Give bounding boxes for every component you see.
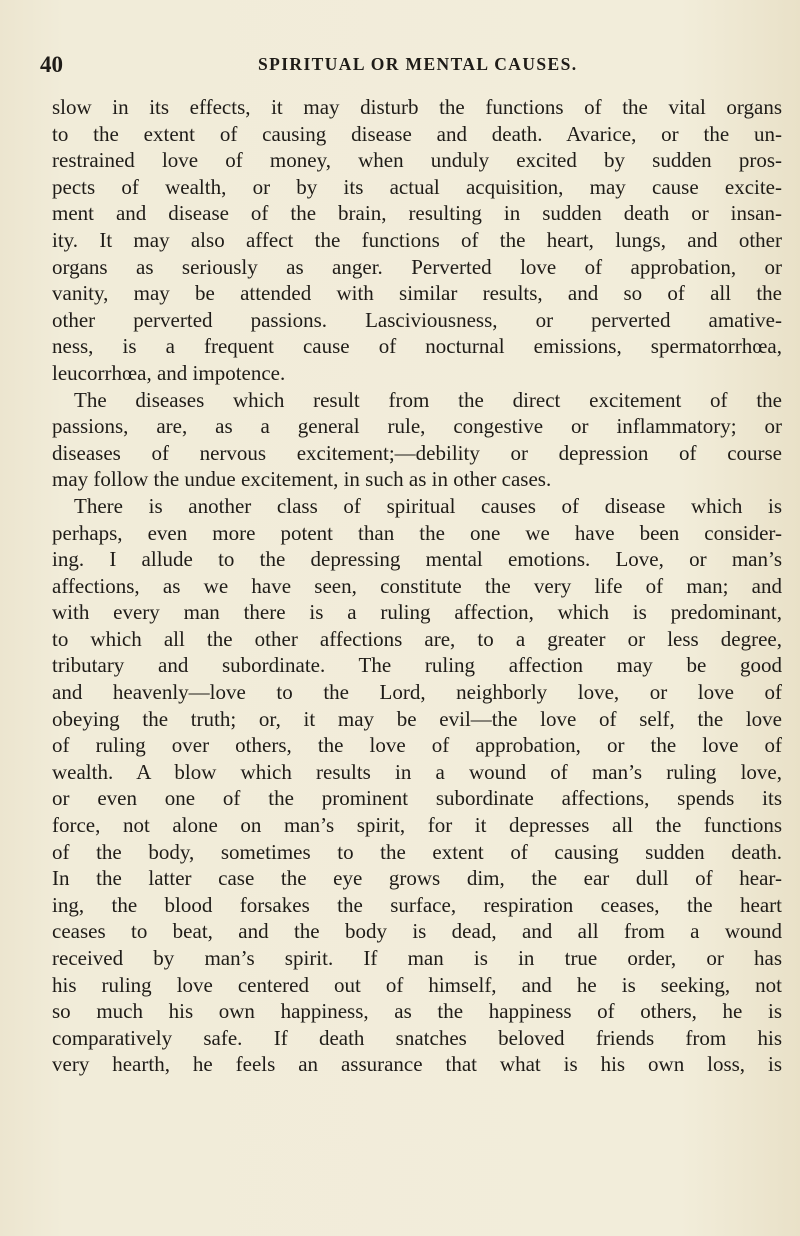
text-line: so much his own happiness, as the happiness of others, he is — [52, 999, 782, 1024]
text-line: restrained love of money, when unduly excited by sudden pros- — [52, 148, 782, 173]
text-line: obeying the truth; or, it may be evil—the love of self, the love — [52, 706, 782, 731]
text-line: wealth. A blow which results in a wound of man’s ruling love, — [52, 759, 782, 784]
text-line: very hearth, he feels an assurance that what is his own loss, is — [52, 1052, 782, 1077]
text-line: to which all the other affections are, to a greater or less degree, — [52, 626, 782, 651]
text-line: received by man’s spirit. If man is in true order, or has — [52, 946, 782, 970]
text-line: and heavenly—love to the Lord, neighborly love, or love of — [52, 680, 782, 705]
text-line: ing, the blood forsakes the surface, respiration ceases, the heart — [52, 892, 782, 917]
text-line: or even one of the prominent subordinate affections, spends its — [52, 786, 782, 811]
text-line: ceases to beat, and the body is dead, and all from a wound — [52, 919, 782, 944]
page-number: 40 — [40, 52, 63, 77]
text-line: In the latter case the eye grows dim, the ear dull of hear- — [52, 866, 782, 891]
text-line: leucorrhœa, and impotence. — [52, 360, 286, 385]
text-line: ing. I allude to the depressing mental emotions. Love, or man’s — [52, 547, 782, 572]
text-line: pects of wealth, or by its actual acquisition, may cause excite- — [52, 174, 782, 199]
text-line: his ruling love centered out of himself, and he is seeking, not — [52, 972, 782, 997]
body-text — [52, 94, 782, 1078]
text-line: ity. It may also affect the functions of the heart, lungs, and other — [52, 227, 782, 252]
text-line: of the body, sometimes to the extent of causing sudden death. — [52, 839, 782, 864]
text-line: diseases of nervous excitement;—debility or depression of course — [52, 440, 782, 465]
text-line: to the extent of causing disease and death. Avarice, or the un- — [52, 121, 782, 146]
text-line: The diseases which result from the direct excitement of the — [74, 387, 782, 412]
text-line: There is another class of spiritual causes of disease which is — [74, 493, 782, 518]
text-line: comparatively safe. If death snatches beloved friends from his — [52, 1025, 782, 1050]
text-line: ness, is a frequent cause of nocturnal emissions, spermatorrhœa, — [52, 334, 782, 359]
text-line: organs as seriously as anger. Perverted love of approbation, or — [52, 254, 782, 279]
text-line: slow in its effects, it may disturb the functions of the vital organs — [52, 95, 782, 119]
text-line: may follow the undue excitement, in such as in other cases. — [52, 467, 552, 492]
text-line: force, not alone on man’s spirit, for it depresses all the functions — [52, 813, 782, 838]
text-line: tributary and subordinate. The ruling affection may be good — [52, 653, 782, 678]
text-line: ment and disease of the brain, resulting in sudden death or insan- — [52, 201, 782, 226]
text-line: with every man there is a ruling affection, which is predominant, — [52, 600, 782, 625]
text-line: of ruling over others, the love of approbation, or the love of — [52, 733, 782, 758]
running-head: SPIRITUAL OR MENTAL CAUSES. — [258, 54, 578, 74]
text-line: affections, as we have seen, constitute the very life of man; and — [52, 573, 782, 598]
text-line: perhaps, even more potent than the one we have been consider- — [52, 520, 782, 545]
text-line: vanity, may be attended with similar results, and so of all the — [52, 281, 782, 306]
page-header — [40, 52, 800, 82]
text-line: other perverted passions. Lasciviousness, or perverted amative- — [52, 307, 782, 332]
text-line: passions, are, as a general rule, congestive or inflammatory; or — [52, 414, 782, 439]
